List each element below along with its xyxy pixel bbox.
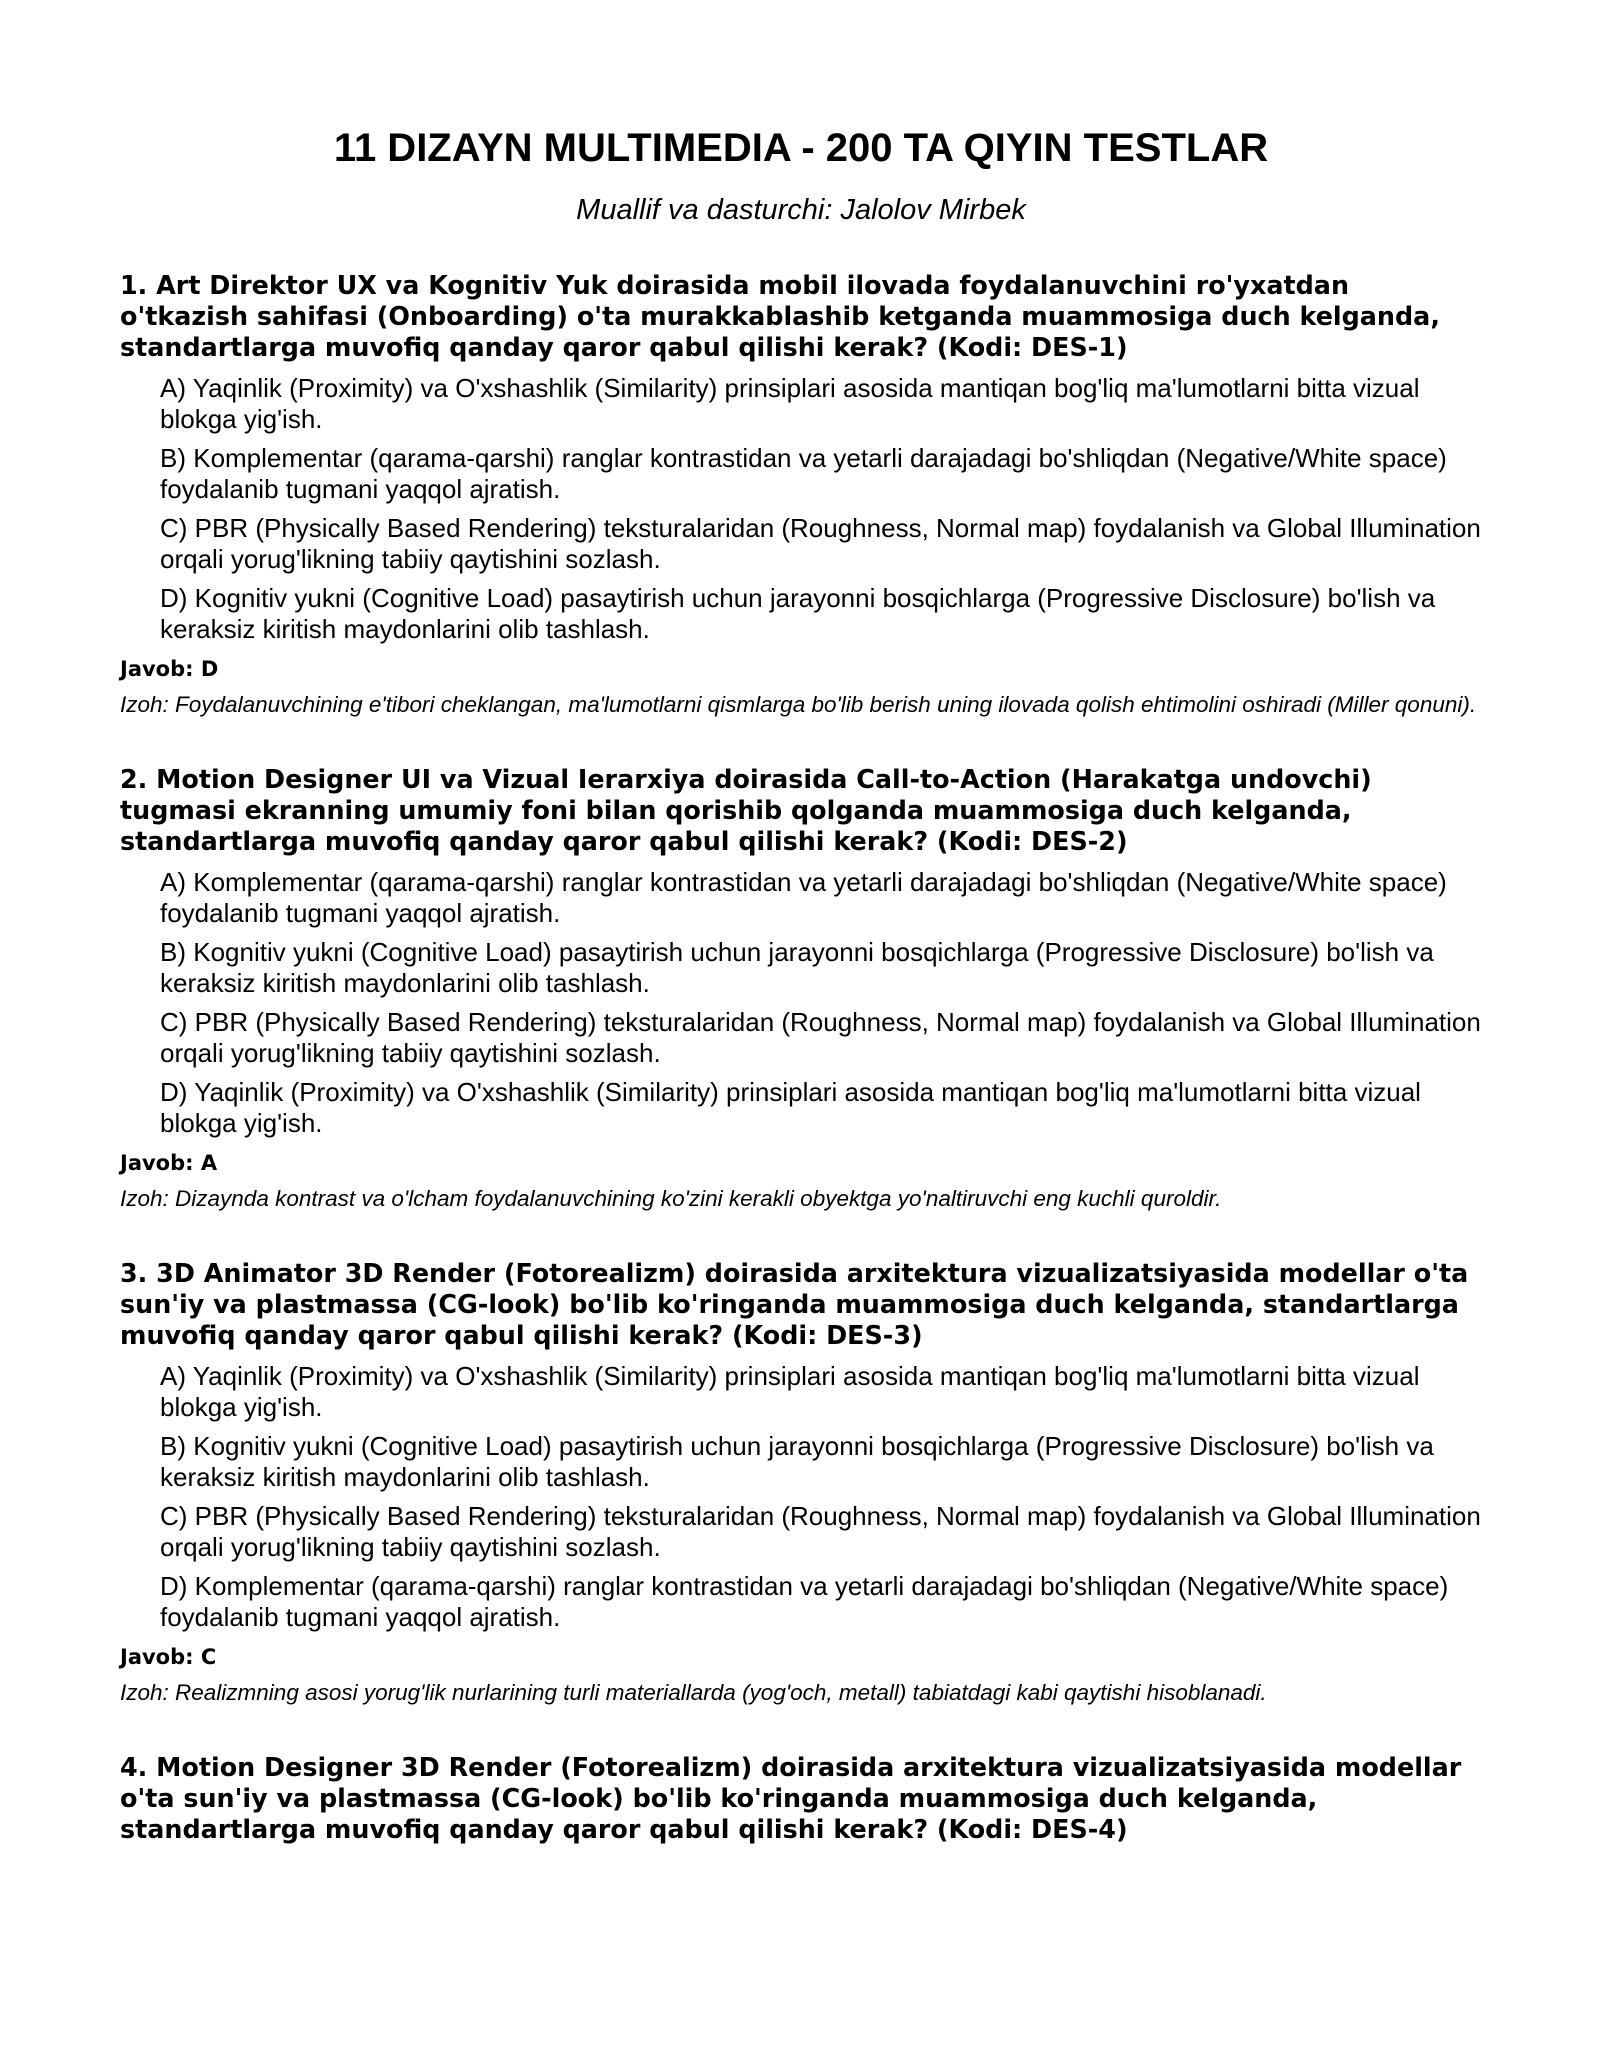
- answer-options: [160, 373, 1482, 645]
- question-text: 2. Motion Designer UI va Vizual Ierarxiya doirasida Call-to-Action (Harakatga undovchi) tugmasi ekranning umumiy foni bilan qorishib qolganda muammosiga duch kelganda, standartlarga muvofiq qanday qaror qabul qilishi kerak? (Kodi: DES-2): [120, 764, 1372, 856]
- question-3: [120, 1258, 1482, 1708]
- answer-explanation: Izoh: Realizmning asosi yorug'lik nurlarining turli materiallarda (yog'och, metall) tabiatdagi kabi qaytishi hisoblanadi.: [120, 1680, 1267, 1705]
- option-d: D) Kognitiv yukni (Cognitive Load) pasaytirish uchun jarayonni bosqichlarga (Progressive Disclosure) bo'lish va keraksiz kiritish maydonlarini olib tashlash.: [160, 583, 1436, 644]
- option-a: A) Komplementar (qarama-qarshi) ranglar kontrastidan va yetarli darajadagi bo'shliqdan (Negative/White space) foydalanib tugmani yaqqol ajratish.: [160, 867, 1447, 928]
- option-d: D) Yaqinlik (Proximity) va O'xshashlik (Similarity) prinsiplari asosida mantiqan bog'liq ma'lumotlarni bitta vizual blokga yig'ish.: [160, 1077, 1421, 1138]
- option-c: C) PBR (Physically Based Rendering) teksturalaridan (Roughness, Normal map) foydalanish va Global Illumination orqali yorug'likning tabiiy qaytishini sozlash.: [160, 1007, 1481, 1068]
- question-text: 3. 3D Animator 3D Render (Fotorealizm) doirasida arxitektura vizualizatsiyasida modellar o'ta sun'iy va plastmassa (CG-look) bo'lib ko'ringanda muammosiga duch kelganda, standartlarga muvofiq qanday qaror qabul qilishi kerak? (Kodi: DES-3): [120, 1258, 1469, 1350]
- option-c: C) PBR (Physically Based Rendering) teksturalaridan (Roughness, Normal map) foydalanish va Global Illumination orqali yorug'likning tabiiy qaytishini sozlash.: [160, 513, 1481, 574]
- document-title: 11 DIZAYN MULTIMEDIA - 200 TA QIYIN TESTLAR: [333, 126, 1269, 170]
- option-b: B) Kognitiv yukni (Cognitive Load) pasaytirish uchun jarayonni bosqichlarga (Progressive Disclosure) bo'lish va keraksiz kiritish maydonlarini olib tashlash.: [160, 937, 1434, 998]
- option-a: A) Yaqinlik (Proximity) va O'xshashlik (Similarity) prinsiplari asosida mantiqan bog'liq ma'lumotlarni bitta vizual blokga yig'ish.: [160, 373, 1420, 434]
- option-a: A) Yaqinlik (Proximity) va O'xshashlik (Similarity) prinsiplari asosida mantiqan bog'liq ma'lumotlarni bitta vizual blokga yig'ish.: [160, 1361, 1420, 1422]
- question-2: [120, 764, 1482, 1214]
- question-text: 1. Art Direktor UX va Kognitiv Yuk doirasida mobil ilovada foydalanuvchini ro'yxatdan o'tkazish sahifasi (Onboarding) o'ta murakkablashib ketganda muammosiga duch kelganda, standartlarga muvofiq qanday qaror qabul qilishi kerak? (Kodi: DES-1): [120, 270, 1440, 362]
- option-c: C) PBR (Physically Based Rendering) teksturalaridan (Roughness, Normal map) foydalanish va Global Illumination orqali yorug'likning tabiiy qaytishini sozlash.: [160, 1501, 1481, 1562]
- document-author: Muallif va dasturchi: Jalolov Mirbek: [576, 194, 1026, 226]
- answer-explanation: Izoh: Dizaynda kontrast va o'lcham foydalanuvchining ko'zini kerakli obyektga yo'naltiruvchi eng kuchli quroldir.: [120, 1186, 1222, 1211]
- option-b: B) Kognitiv yukni (Cognitive Load) pasaytirish uchun jarayonni bosqichlarga (Progressive Disclosure) bo'lish va keraksiz kiritish maydonlarini olib tashlash.: [160, 1431, 1434, 1492]
- question-text: 4. Motion Designer 3D Render (Fotorealizm) doirasida arxitektura vizualizatsiyasida modellar o'ta sun'iy va plastmassa (CG-look) bo'lib ko'ringanda muammosiga duch kelganda, standartlarga muvofiq qanday qaror qabul qilishi kerak? (Kodi: DES-4): [120, 1752, 1462, 1844]
- answer-key: Javob: C: [120, 1645, 217, 1669]
- question-1: [120, 270, 1482, 720]
- answer-explanation: Izoh: Foydalanuvchining e'tibori cheklangan, ma'lumotlarni qismlarga bo'lib berish uning ilovada qolish ehtimolini oshiradi (Miller qonuni).: [120, 692, 1477, 717]
- answer-options: [160, 1361, 1482, 1633]
- question-4: [120, 1752, 1482, 1845]
- answer-options: [160, 867, 1482, 1139]
- answer-key: Javob: D: [120, 657, 219, 681]
- answer-key: Javob: A: [120, 1151, 218, 1175]
- option-b: B) Komplementar (qarama-qarshi) ranglar kontrastidan va yetarli darajadagi bo'shliqdan (Negative/White space) foydalanib tugmani yaqqol ajratish.: [160, 443, 1447, 504]
- option-d: D) Komplementar (qarama-qarshi) ranglar kontrastidan va yetarli darajadagi bo'shliqdan (Negative/White space) foydalanib tugmani yaqqol ajratish.: [160, 1571, 1449, 1632]
